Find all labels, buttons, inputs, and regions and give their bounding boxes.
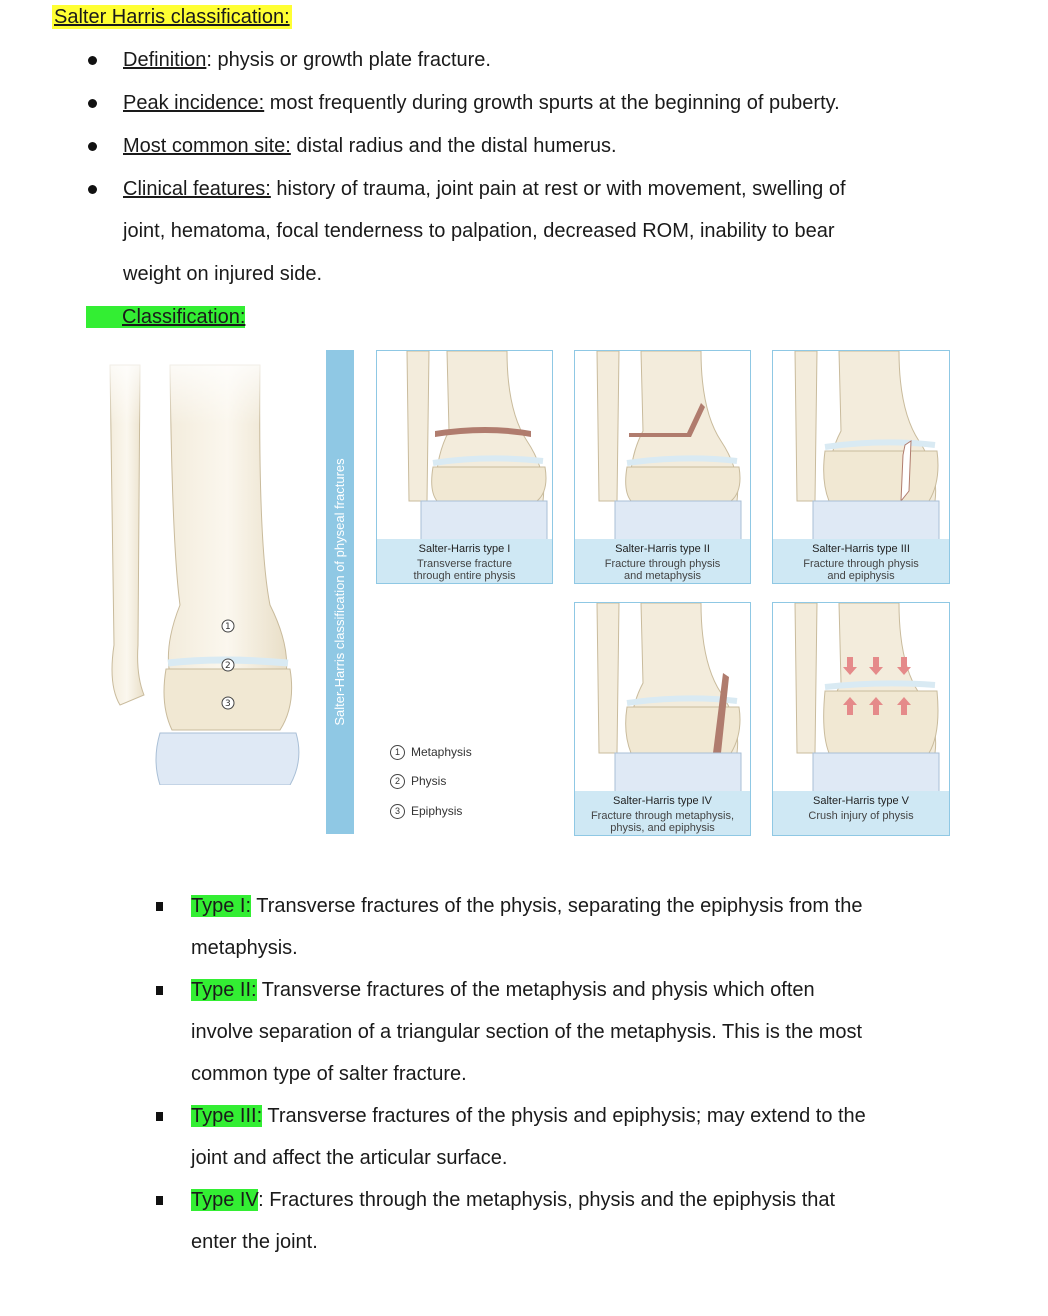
bullet-text: physis or growth plate fracture. (211, 49, 491, 71)
bullet-text: history of trauma, joint pain at rest or with movement, swelling of (270, 178, 846, 200)
bullet-dot (88, 185, 97, 194)
type-1-illustration (377, 351, 552, 541)
panel-caption (377, 539, 552, 583)
legend-text: Epiphysis (411, 804, 463, 818)
bullet-text: distal radius and the distal humerus. (290, 135, 617, 157)
legend-text: Metaphysis (411, 745, 472, 759)
bullet-dot (88, 142, 97, 151)
type-line: enter the joint. (191, 1231, 318, 1253)
type-2-text (191, 978, 815, 1002)
page-title: Salter Harris classification: (54, 6, 290, 28)
panel-caption (575, 539, 750, 583)
ankle-illustration (100, 345, 320, 785)
bullet-clinical-features (123, 177, 846, 201)
bullet-label: Peak incidence: (123, 92, 265, 114)
bullet-text: most frequently during growth spurts at the beginning of puberty. (264, 92, 840, 114)
bullet-square (156, 902, 163, 911)
bullet-square (156, 986, 163, 995)
bullet-definition (123, 48, 491, 72)
legend-number: 3 (390, 804, 405, 819)
bullet-label-highlight (86, 306, 245, 328)
type-label: Type III: (191, 1105, 263, 1127)
type-1-text (191, 894, 862, 918)
bullet-label: Most common site: (123, 135, 291, 157)
bullet-peak-incidence (123, 91, 840, 115)
type-line: metaphysis. (191, 937, 298, 959)
panel-type-5 (772, 602, 950, 836)
panel-desc: Crush injury of physis (808, 810, 914, 822)
panel-type-2 (574, 350, 751, 584)
svg-text:1: 1 (225, 622, 231, 632)
bullet-dot (88, 99, 97, 108)
panel-title: Salter-Harris type I (418, 543, 511, 555)
panel-caption (773, 791, 949, 835)
type-5-illustration (773, 603, 949, 793)
panel-desc: physis, and epiphysis (610, 822, 715, 834)
bullet-line: joint, hematoma, focal tenderness to palpation, decreased ROM, inability to bear (123, 220, 835, 242)
type-line: joint and affect the articular surface. (191, 1147, 508, 1169)
panel-desc: Transverse fracture (417, 558, 512, 570)
panel-desc: through entire physis (413, 570, 516, 582)
panel-desc: and epiphysis (827, 570, 895, 582)
panel-type-1 (376, 350, 553, 584)
panel-desc: and metaphysis (623, 570, 702, 582)
bullet-label: Definition (123, 49, 207, 71)
type-line: involve separation of a triangular section of the metaphysis. This is the most (191, 1021, 863, 1043)
bullet-square (156, 1196, 163, 1205)
svg-text:3: 3 (225, 699, 231, 709)
type-label: Type II: (191, 979, 257, 1001)
bullet-label: Clinical features: (123, 178, 271, 200)
svg-text:2: 2 (225, 661, 231, 671)
side-label-bar (326, 350, 354, 834)
type-4-illustration (575, 603, 750, 793)
bullet-dot (88, 56, 97, 65)
panel-type-4 (574, 602, 751, 836)
type-label: Type I: (191, 895, 252, 917)
legend-item (390, 804, 462, 819)
type-text: Transverse fractures of the physis, separating the epiphysis from the (251, 895, 863, 917)
salter-harris-figure (100, 345, 960, 845)
legend-item (390, 745, 472, 760)
bullet-square (156, 1112, 163, 1121)
legend-number: 1 (390, 745, 405, 760)
panel-type-3 (772, 350, 950, 584)
legend-text: Physis (411, 774, 447, 788)
type-text: Transverse fractures of the physis and epiphysis; may extend to the (262, 1105, 866, 1127)
type-3-illustration (773, 351, 949, 541)
type-2-illustration (575, 351, 750, 541)
panel-title: Salter-Harris type II (615, 543, 710, 555)
panel-title: Salter-Harris type III (812, 543, 910, 555)
talus-shape (156, 733, 299, 785)
type-4-text (191, 1188, 835, 1212)
bullet-classification (86, 305, 245, 329)
type-text: : Fractures through the metaphysis, physis and the epiphysis that (258, 1189, 836, 1211)
panel-title: Salter-Harris type IV (612, 795, 713, 807)
legend-number: 2 (390, 774, 405, 789)
bullet-common-site (123, 134, 617, 158)
bullet-label: Classification: (122, 306, 246, 328)
type-3-text (191, 1104, 866, 1128)
type-line: common type of salter fracture. (191, 1063, 467, 1085)
panel-desc: Fracture through physis (803, 558, 919, 570)
bullet-line: weight on injured side. (123, 263, 323, 285)
type-label: Type IV (191, 1189, 259, 1211)
panel-desc: Fracture through metaphysis, (590, 810, 735, 822)
panel-caption (773, 539, 949, 583)
panel-caption (575, 791, 750, 835)
type-text: Transverse fractures of the metaphysis and physis which often (256, 979, 815, 1001)
panel-desc: Fracture through physis (604, 558, 721, 570)
bullet-sep: : (206, 49, 212, 71)
legend-item (390, 774, 446, 789)
side-label: Salter-Harris classification of physeal fractures (332, 458, 347, 726)
panel-title: Salter-Harris type V (813, 795, 909, 807)
